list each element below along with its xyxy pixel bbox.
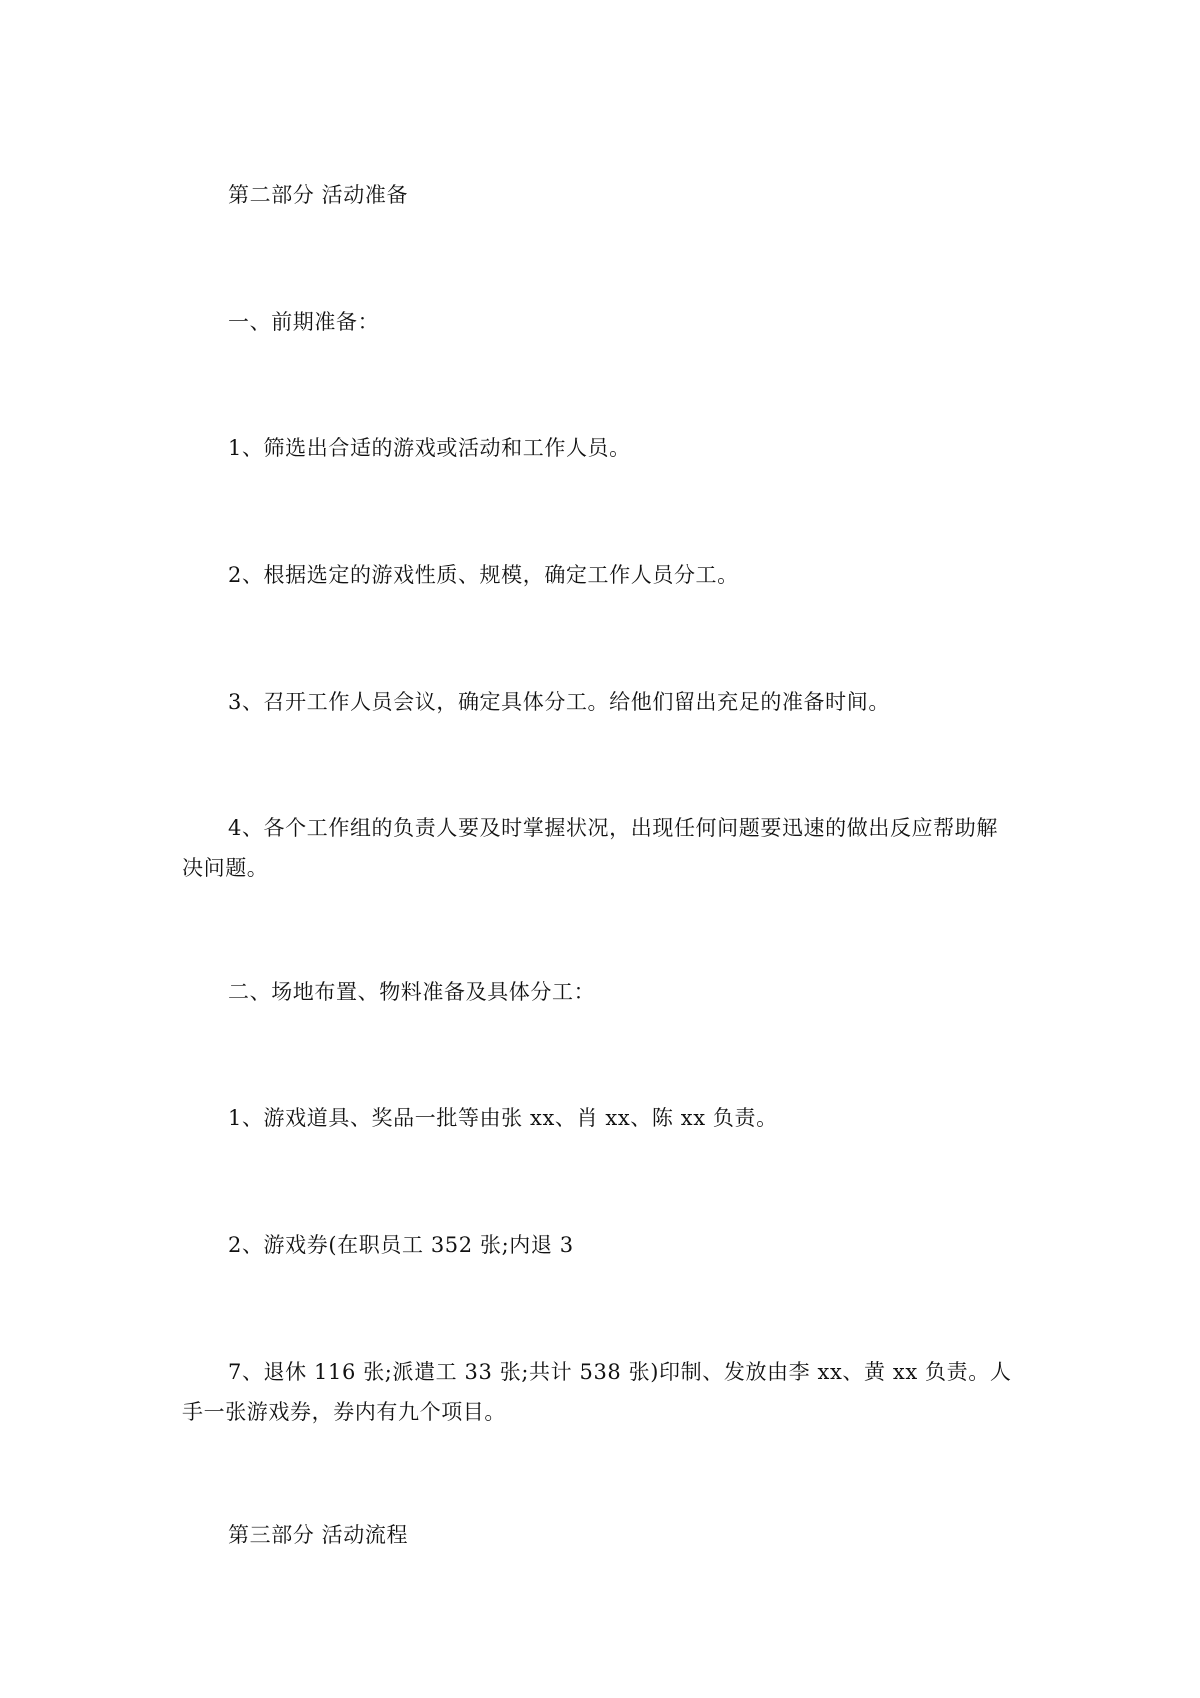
section-heading-part-three: 第三部分 活动流程 <box>228 1523 409 1547</box>
section-heading-part-two: 第二部分 活动准备 <box>228 183 409 207</box>
list-item: 7、退休 116 张;派遣工 33 张;共计 538 张)印制、发放由李 xx、黄 xx 负责。人手一张游戏券，券内有九个项目。 <box>182 1360 1012 1424</box>
list-item: 1、筛选出合适的游戏或活动和工作人员。 <box>228 436 631 460</box>
list-item: 2、根据选定的游戏性质、规模，确定工作人员分工。 <box>228 563 739 587</box>
subheading-venue-materials: 二、场地布置、物料准备及具体分工： <box>228 980 596 1004</box>
subheading-preliminary-prep: 一、前期准备： <box>228 310 380 334</box>
list-item: 2、游戏券(在职员工 352 张;内退 3 <box>228 1233 574 1257</box>
list-item: 4、各个工作组的负责人要及时掌握状况，出现任何问题要迅速的做出反应帮助解决问题。 <box>182 816 998 880</box>
list-item: 1、游戏道具、奖品一批等由张 xx、肖 xx、陈 xx 负责。 <box>228 1106 778 1130</box>
list-item: 3、召开工作人员会议，确定具体分工。给他们留出充足的准备时间。 <box>228 690 890 714</box>
